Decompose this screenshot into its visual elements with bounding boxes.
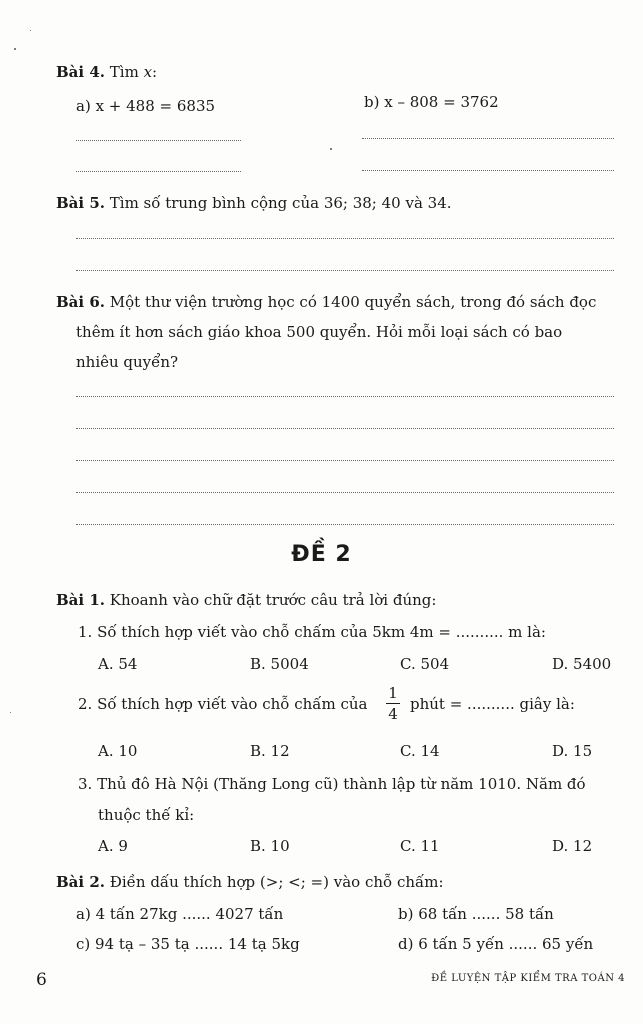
scan-speck	[14, 48, 16, 50]
question-2-text-pre: 2. Số thích hợp viết vào chỗ chấm của	[78, 695, 368, 713]
fraction-one-quarter	[386, 684, 400, 723]
de2-exercise-2-text: Điền dấu thích hợp (>; <; =) vào chỗ chấm:	[109, 873, 444, 891]
de2-exercise-1-text: Khoanh vào chữ đặt trước câu trả lời đúng:	[109, 591, 437, 609]
scan-speck	[30, 30, 31, 31]
exercise-2b: b) 68 tấn ...... 58 tấn	[398, 905, 554, 923]
question-1-option-b: B. 5004	[250, 655, 309, 673]
fraction-denominator: 4	[388, 705, 398, 723]
page-number: 6	[36, 970, 47, 990]
de2-exercise-2-title: Bài 2.	[56, 873, 105, 891]
question-2-option-b: B. 12	[250, 742, 290, 760]
exercise-6-line1	[56, 292, 596, 312]
fraction-numerator: 1	[388, 684, 398, 702]
question-2-option-a: A. 10	[98, 742, 138, 760]
answer-line-6-3	[76, 460, 614, 461]
exercise-2c: c) 94 tạ – 35 tạ ...... 14 tạ 5kg	[76, 935, 300, 953]
question-3-option-b: B. 10	[250, 837, 290, 855]
question-1: 1. Số thích hợp viết vào chỗ chấm của 5km 4m = .......... m là:	[78, 623, 546, 641]
exercise-4-heading	[56, 62, 157, 82]
question-3-option-c: C. 11	[400, 837, 440, 855]
exercise-5-text: Tìm số trung bình cộng của 36; 38; 40 và 34.	[109, 194, 452, 212]
answer-line-4a-1	[76, 140, 241, 141]
de2-exercise-2	[56, 872, 444, 892]
exercise-6-title: Bài 6.	[56, 293, 105, 311]
answer-line-6-4	[76, 492, 614, 493]
exercise-4-title: Bài 4.	[56, 63, 105, 81]
answer-line-4a-2	[76, 171, 241, 172]
fraction-bar	[386, 703, 400, 704]
exercise-4b: b) x – 808 = 3762	[364, 93, 499, 111]
question-2-option-d: D. 15	[552, 742, 593, 760]
question-3-text-2: thuộc thế kỉ:	[98, 806, 195, 824]
de2-exercise-1-title: Bài 1.	[56, 591, 105, 609]
answer-line-6-1	[76, 396, 614, 397]
de2-exercise-1	[56, 590, 436, 610]
question-3-text-1: 3. Thủ đô Hà Nội (Thăng Long cũ) thành lập từ năm 1010. Năm đó	[78, 775, 586, 793]
scan-speck	[330, 148, 332, 150]
answer-line-5-2	[76, 270, 614, 271]
question-1-option-a: A. 54	[98, 655, 138, 673]
book-title-footer: ĐỀ LUYỆN TẬP KIỂM TRA TOÁN 4	[431, 973, 625, 984]
question-1-option-d: D. 5400	[552, 655, 612, 673]
question-2-option-c: C. 14	[400, 742, 440, 760]
question-3-option-a: A. 9	[98, 837, 128, 855]
question-1-option-c: C. 504	[400, 655, 450, 673]
exercise-4-prompt-post: :	[152, 63, 158, 81]
exercise-6-text-1: Một thư viện trường học có 1400 quyển sách, trong đó sách đọc	[109, 293, 597, 311]
exercise-2a: a) 4 tấn 27kg ...... 4027 tấn	[76, 905, 284, 923]
question-3-option-d: D. 12	[552, 837, 593, 855]
section-heading-de-2: ĐỀ 2	[291, 542, 352, 567]
question-2-text-post: phút = .......... giây là:	[410, 695, 575, 713]
exercise-4-prompt-pre: Tìm	[109, 63, 144, 81]
exercise-5	[56, 193, 452, 213]
exercise-4a: a) x + 488 = 6835	[76, 97, 216, 115]
exercise-5-title: Bài 5.	[56, 194, 105, 212]
answer-line-5-1	[76, 238, 614, 239]
exercise-4-variable: x	[143, 63, 153, 81]
exercise-2d: d) 6 tấn 5 yến ...... 65 yến	[398, 935, 594, 953]
answer-line-6-2	[76, 428, 614, 429]
exercise-6-text-2: thêm ít hơn sách giáo khoa 500 quyển. Hỏi mỗi loại sách có bao	[76, 323, 563, 341]
exercise-6-text-3: nhiêu quyển?	[76, 353, 179, 371]
answer-line-6-5	[76, 524, 614, 525]
answer-line-4b-1	[362, 138, 614, 139]
answer-line-4b-2	[362, 170, 614, 171]
scan-speck	[10, 712, 11, 713]
